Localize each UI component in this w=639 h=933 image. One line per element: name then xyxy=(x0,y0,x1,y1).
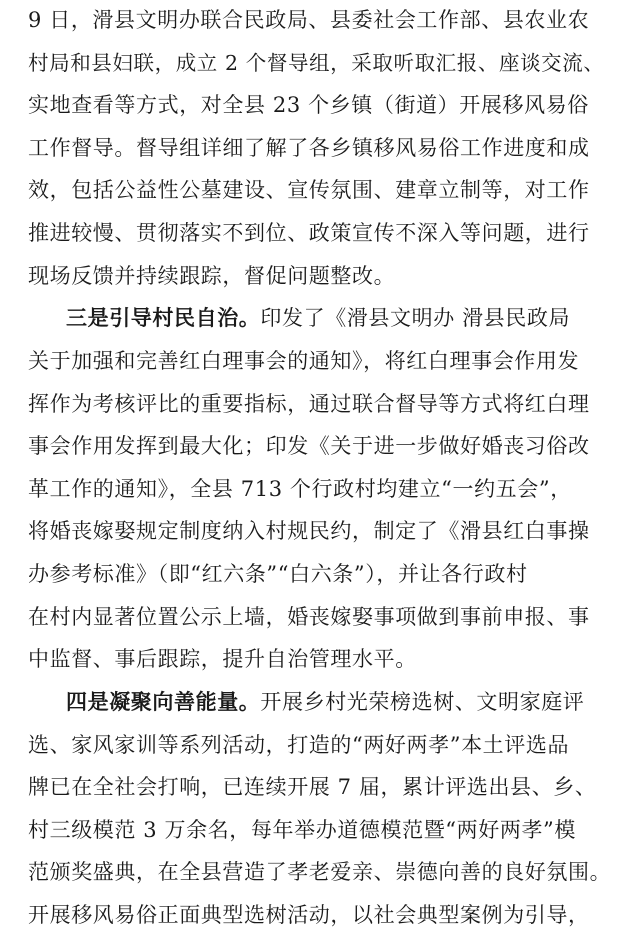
paragraph-first-line xyxy=(66,304,612,332)
text-line: 将婚丧嫁娶规定制度纳入村规民约，制定了《滑县红白事操 xyxy=(28,519,590,544)
paragraph-first-line xyxy=(66,688,612,716)
text-line: 村三级模范 3 万余名，每年举办道德模范暨“两好两孝”模 xyxy=(28,817,576,842)
text-line: 关于加强和完善红白理事会的通知》，将红白理事会作用发 xyxy=(28,348,580,373)
text-line: 范颁奖盛典，在全县营造了孝老爱亲、崇德向善的良好氛围。 xyxy=(28,860,612,885)
text-line: 9 日，滑县文明办联合民政局、县委社会工作部、县农业农 xyxy=(28,8,590,32)
text-line: 挥作为考核评比的重要指标，通过联合督导等方式将红白理 xyxy=(28,391,590,416)
text-line: 办参考标准》（即“红六条”“白六条”），并让各行政村 xyxy=(28,562,528,587)
text-line: 村局和县妇联，成立 2 个督导组，采取听取汇报、座谈交流、 xyxy=(28,50,605,75)
paragraph-heading: 四是凝聚向善能量。 xyxy=(66,689,261,714)
text-line: 开展移风易俗正面典型选树活动，以社会典型案例为引导， xyxy=(28,903,590,927)
text-line: 革工作的通知》，全县 713 个行政村均建立“一约五会”， xyxy=(28,476,572,501)
text-line: 推进较慢、贯彻落实不到位、政策宣传不深入等问题，进行 xyxy=(28,221,590,246)
text-line: 实地查看等方式，对全县 23 个乡镇（街道）开展移风易俗 xyxy=(28,93,589,118)
text-run: 开展乡村光荣榜选树、文明家庭评 xyxy=(260,689,585,714)
text-line: 牌已在全社会打响，已连续开展 7 届，累计评选出县、乡、 xyxy=(28,775,597,800)
text-line: 效，包括公益性公墓建设、宣传氛围、建章立制等，对工作 xyxy=(28,178,590,203)
text-line: 事会作用发挥到最大化；印发《关于进一步做好婚丧习俗改 xyxy=(28,434,590,459)
text-line: 中监督、事后跟踪，提升自治管理水平。 xyxy=(28,647,417,672)
text-line: 工作督导。督导组详细了解了各乡镇移风易俗工作进度和成 xyxy=(28,135,590,160)
text-run: 印发了《滑县文明办 滑县民政局 xyxy=(260,306,571,331)
text-line: 在村内显著位置公示上墙，婚丧嫁娶事项做到事前申报、事 xyxy=(28,604,590,629)
text-line: 现场反馈并持续跟踪，督促问题整改。 xyxy=(28,263,396,288)
text-line: 选、家风家训等系列活动，打造的“两好两孝”本土评选品 xyxy=(28,732,570,757)
paragraph-heading: 三是引导村民自治。 xyxy=(66,306,261,331)
